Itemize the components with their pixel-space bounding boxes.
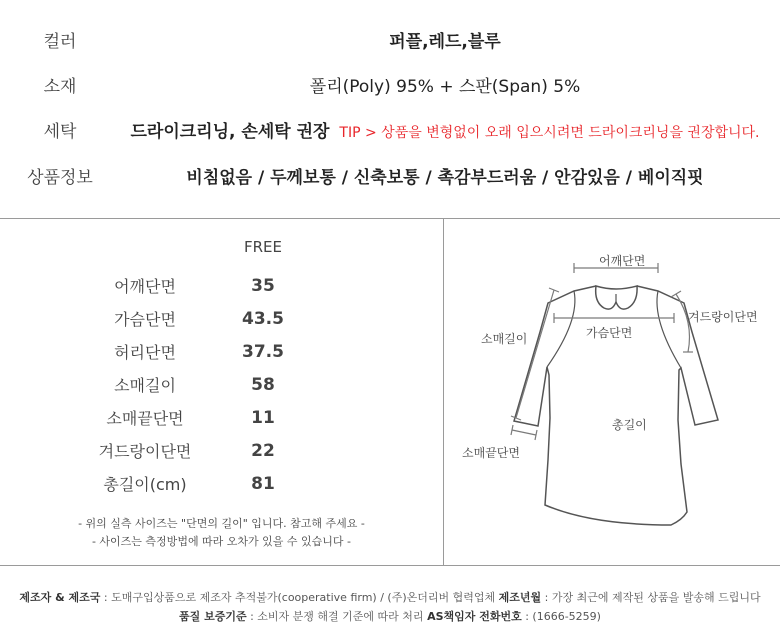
info-value-washing-wrap [120, 112, 770, 153]
garment-diagram [444, 220, 780, 565]
size-note-2: - 사이즈는 측정방법에 따라 오차가 있을 수 있습니다 - [91, 535, 352, 548]
armhole-measure-tick [671, 291, 681, 297]
size-value: 58 [251, 375, 275, 395]
size-row [60, 402, 390, 435]
as-label: AS책임자 전화번호 [427, 610, 522, 623]
footer-line-2 [0, 608, 780, 624]
size-label: 소매길이 [114, 376, 176, 395]
size-value: 81 [251, 474, 275, 494]
info-label-details: 상품정보 [27, 168, 93, 188]
info-label-washing: 세탁 [43, 122, 77, 142]
warranty-value: : 소비자 분쟁 해결 기준에 따라 처리 [246, 610, 428, 623]
size-label: 소매끝단면 [106, 409, 184, 428]
diagram-label-shoulder: 어깨단면 [599, 254, 646, 268]
date-label: 제조년월 [498, 591, 542, 604]
size-row [60, 303, 390, 336]
info-value-washing: 드라이크리닝, 손세탁 권장 [130, 122, 330, 142]
info-value-details: 비침없음 / 두께보통 / 신축보통 / 촉감부드러움 / 안감있음 / 베이직핏 [186, 168, 704, 188]
divider-bottom [0, 565, 780, 566]
size-row [60, 468, 390, 501]
diagram-label-sleeve-end: 소매끝단면 [462, 446, 520, 460]
armhole-seam-right [657, 291, 681, 368]
size-label: 어깨단면 [114, 277, 176, 296]
size-label: 겨드랑이단면 [98, 442, 192, 461]
size-value: 37.5 [242, 342, 284, 362]
size-row [60, 270, 390, 303]
maker-label: 제조자 & 제조국 [19, 591, 101, 604]
size-row [60, 336, 390, 369]
info-row-color [0, 22, 780, 62]
size-row [60, 369, 390, 402]
size-note-1: - 위의 실측 사이즈는 "단면의 길이" 입니다. 참고해 주세요 - [78, 517, 365, 530]
info-row-material [0, 67, 780, 107]
diagram-label-sleeve-length: 소매길이 [481, 332, 528, 346]
size-value: 11 [251, 408, 275, 428]
info-label-material: 소재 [43, 77, 77, 97]
dress-outline-icon [444, 220, 780, 565]
date-value: : 가장 최근에 제작된 상품을 발송해 드립니다 [541, 591, 761, 604]
diagram-label-armhole: 겨드랑이단면 [688, 310, 758, 324]
armhole-seam-left [547, 291, 575, 367]
size-header: FREE [243, 238, 282, 256]
divider-top [0, 218, 780, 219]
size-label: 총길이(cm) [103, 475, 187, 494]
sleeve-end-measure-line [512, 430, 536, 435]
size-value: 43.5 [242, 309, 284, 329]
footer-line-1 [0, 589, 780, 605]
info-value-material: 폴리(Poly) 95% + 스판(Span) 5% [309, 77, 581, 97]
diagram-label-total-length: 총길이 [612, 418, 647, 432]
info-value-color: 퍼플,레드,블루 [389, 32, 501, 52]
size-label: 가슴단면 [114, 310, 176, 329]
size-label: 허리단면 [114, 343, 176, 362]
size-value: 35 [251, 276, 275, 296]
washing-tip: TIP > 상품을 변형없이 오래 입으시려면 드라이크리닝을 권장합니다. [339, 125, 760, 141]
info-row-washing [0, 112, 780, 152]
warranty-label: 품질 보증기준 [179, 610, 247, 623]
as-value: : (1666-5259) [521, 610, 601, 623]
info-label-color: 컬러 [43, 32, 77, 52]
size-value: 22 [251, 441, 275, 461]
info-row-details [0, 158, 780, 198]
size-row [60, 435, 390, 468]
diagram-label-chest: 가슴단면 [586, 326, 633, 340]
sleeve-measure-line [516, 290, 554, 418]
maker-value: : 도매구입상품으로 제조자 추적불가(cooperative firm) / (주)온더리버 협력업체 [100, 591, 499, 604]
